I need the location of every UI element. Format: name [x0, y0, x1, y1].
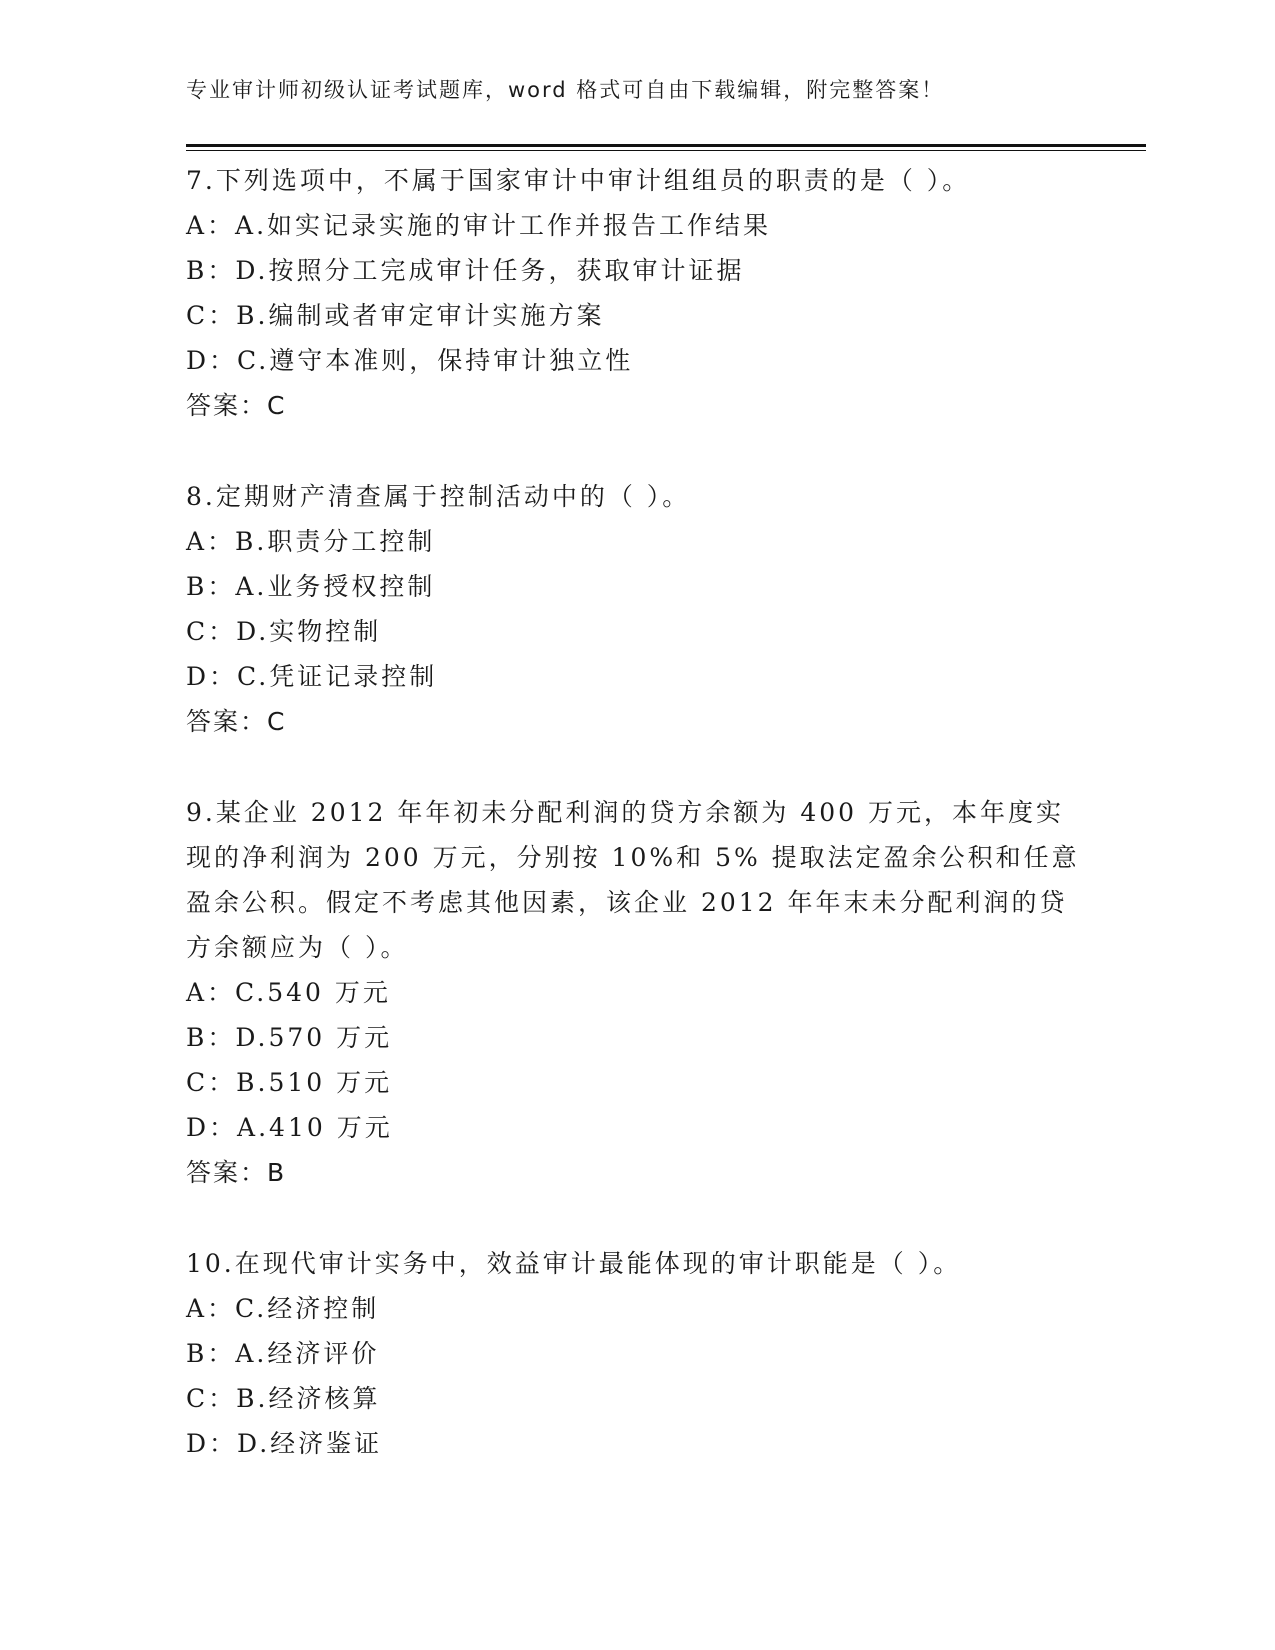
option-a: A：A.如实记录实施的审计工作并报告工作结果	[186, 211, 772, 240]
option-b: B：A.业务授权控制	[186, 572, 436, 601]
option-c: C：D.实物控制	[186, 617, 382, 646]
option-c: C：B.经济核算	[186, 1384, 381, 1413]
option-d: D：C.凭证记录控制	[186, 662, 438, 691]
option-c: C：B.编制或者审定审计实施方案	[186, 301, 605, 330]
option-b: B：D.570 万元	[186, 1023, 393, 1052]
answer: 答案：C	[186, 391, 287, 420]
option-a: A：C.经济控制	[186, 1294, 380, 1323]
question-stem: 9.某企业 2012 年年初未分配利润的贷方余额为 400 万元，本年度实现的净利润为 200 万元，分别按 10%和 5% 提取法定盈余公积和任意盈余公积。假定不考虑其他因素，该企业 2012 年年末未分配利润的贷方余额应为（ ）。	[186, 798, 1080, 962]
option-b: B：D.按照分工完成审计任务，获取审计证据	[186, 256, 745, 285]
question-8	[186, 474, 1086, 744]
page-header: 专业审计师初级认证考试题库，word 格式可自由下载编辑，附完整答案！	[186, 78, 945, 102]
option-d: D：C.遵守本准则，保持审计独立性	[186, 346, 634, 375]
option-a: A：B.职责分工控制	[186, 527, 436, 556]
question-list	[186, 158, 1086, 1512]
question-stem: 7.下列选项中，不属于国家审计中审计组组员的职责的是（ ）。	[186, 166, 971, 195]
answer: 答案：C	[186, 707, 287, 736]
question-stem: 8.定期财产清查属于控制活动中的（ ）。	[186, 482, 691, 511]
option-d: D：A.410 万元	[186, 1113, 393, 1142]
option-c: C：B.510 万元	[186, 1068, 393, 1097]
answer: 答案：B	[186, 1158, 287, 1187]
question-9	[186, 790, 1086, 1195]
header-rule-thin	[186, 150, 1146, 151]
option-a: A：C.540 万元	[186, 978, 391, 1007]
option-d: D：D.经济鉴证	[186, 1429, 383, 1458]
header-rule-thick	[186, 144, 1146, 147]
question-7	[186, 158, 1086, 428]
option-b: B：A.经济评价	[186, 1339, 380, 1368]
question-stem: 10.在现代审计实务中，效益审计最能体现的审计职能是（ ）。	[186, 1249, 962, 1278]
question-10	[186, 1241, 1086, 1466]
